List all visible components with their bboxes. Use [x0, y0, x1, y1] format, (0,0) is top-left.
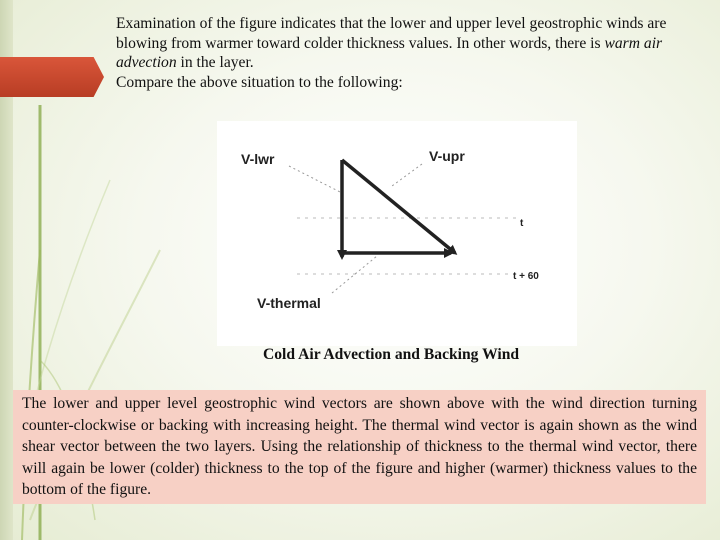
leader-upper	[392, 164, 422, 186]
label-t60: t + 60	[513, 271, 539, 282]
body-text-box	[13, 390, 706, 504]
label-t: t	[520, 218, 524, 229]
red-accent-tab	[0, 57, 104, 97]
figure-caption: Cold Air Advection and Backing Wind	[263, 346, 520, 363]
label-v-upr: V-upr	[429, 148, 465, 164]
intro-line1: Examination of the figure indicates that the lower and upper level geostrophic winds are blowing from warmer toward colder thickness values. In other words, there is	[116, 15, 667, 52]
intro-emphasis: warm air advection	[116, 34, 663, 71]
label-v-thermal: V-thermal	[257, 295, 321, 311]
wind-vector-figure	[217, 121, 577, 346]
intro-text	[116, 14, 696, 92]
label-v-lwr: V-lwr	[241, 151, 275, 167]
intro-line1-end: in the layer.	[176, 54, 254, 71]
leader-lower	[289, 166, 342, 193]
intro-paragraph	[116, 14, 696, 73]
vector-upper	[342, 160, 455, 253]
body-paragraph: The lower and upper level geostrophic wind vectors are shown above with the wind direction turning counter-clockwise or backing with increasing height. The thermal wind vector is again shown as the wind shear vector between the two layers. Using the relationship of thickness to the thermal wind vector, there will again be lower (colder) thickness to the top of the figure and higher (warmer) thickness values to the bottom of the figure.	[22, 395, 697, 498]
vector-diagram	[217, 121, 577, 346]
intro-line2: Compare the above situation to the following:	[116, 73, 403, 91]
